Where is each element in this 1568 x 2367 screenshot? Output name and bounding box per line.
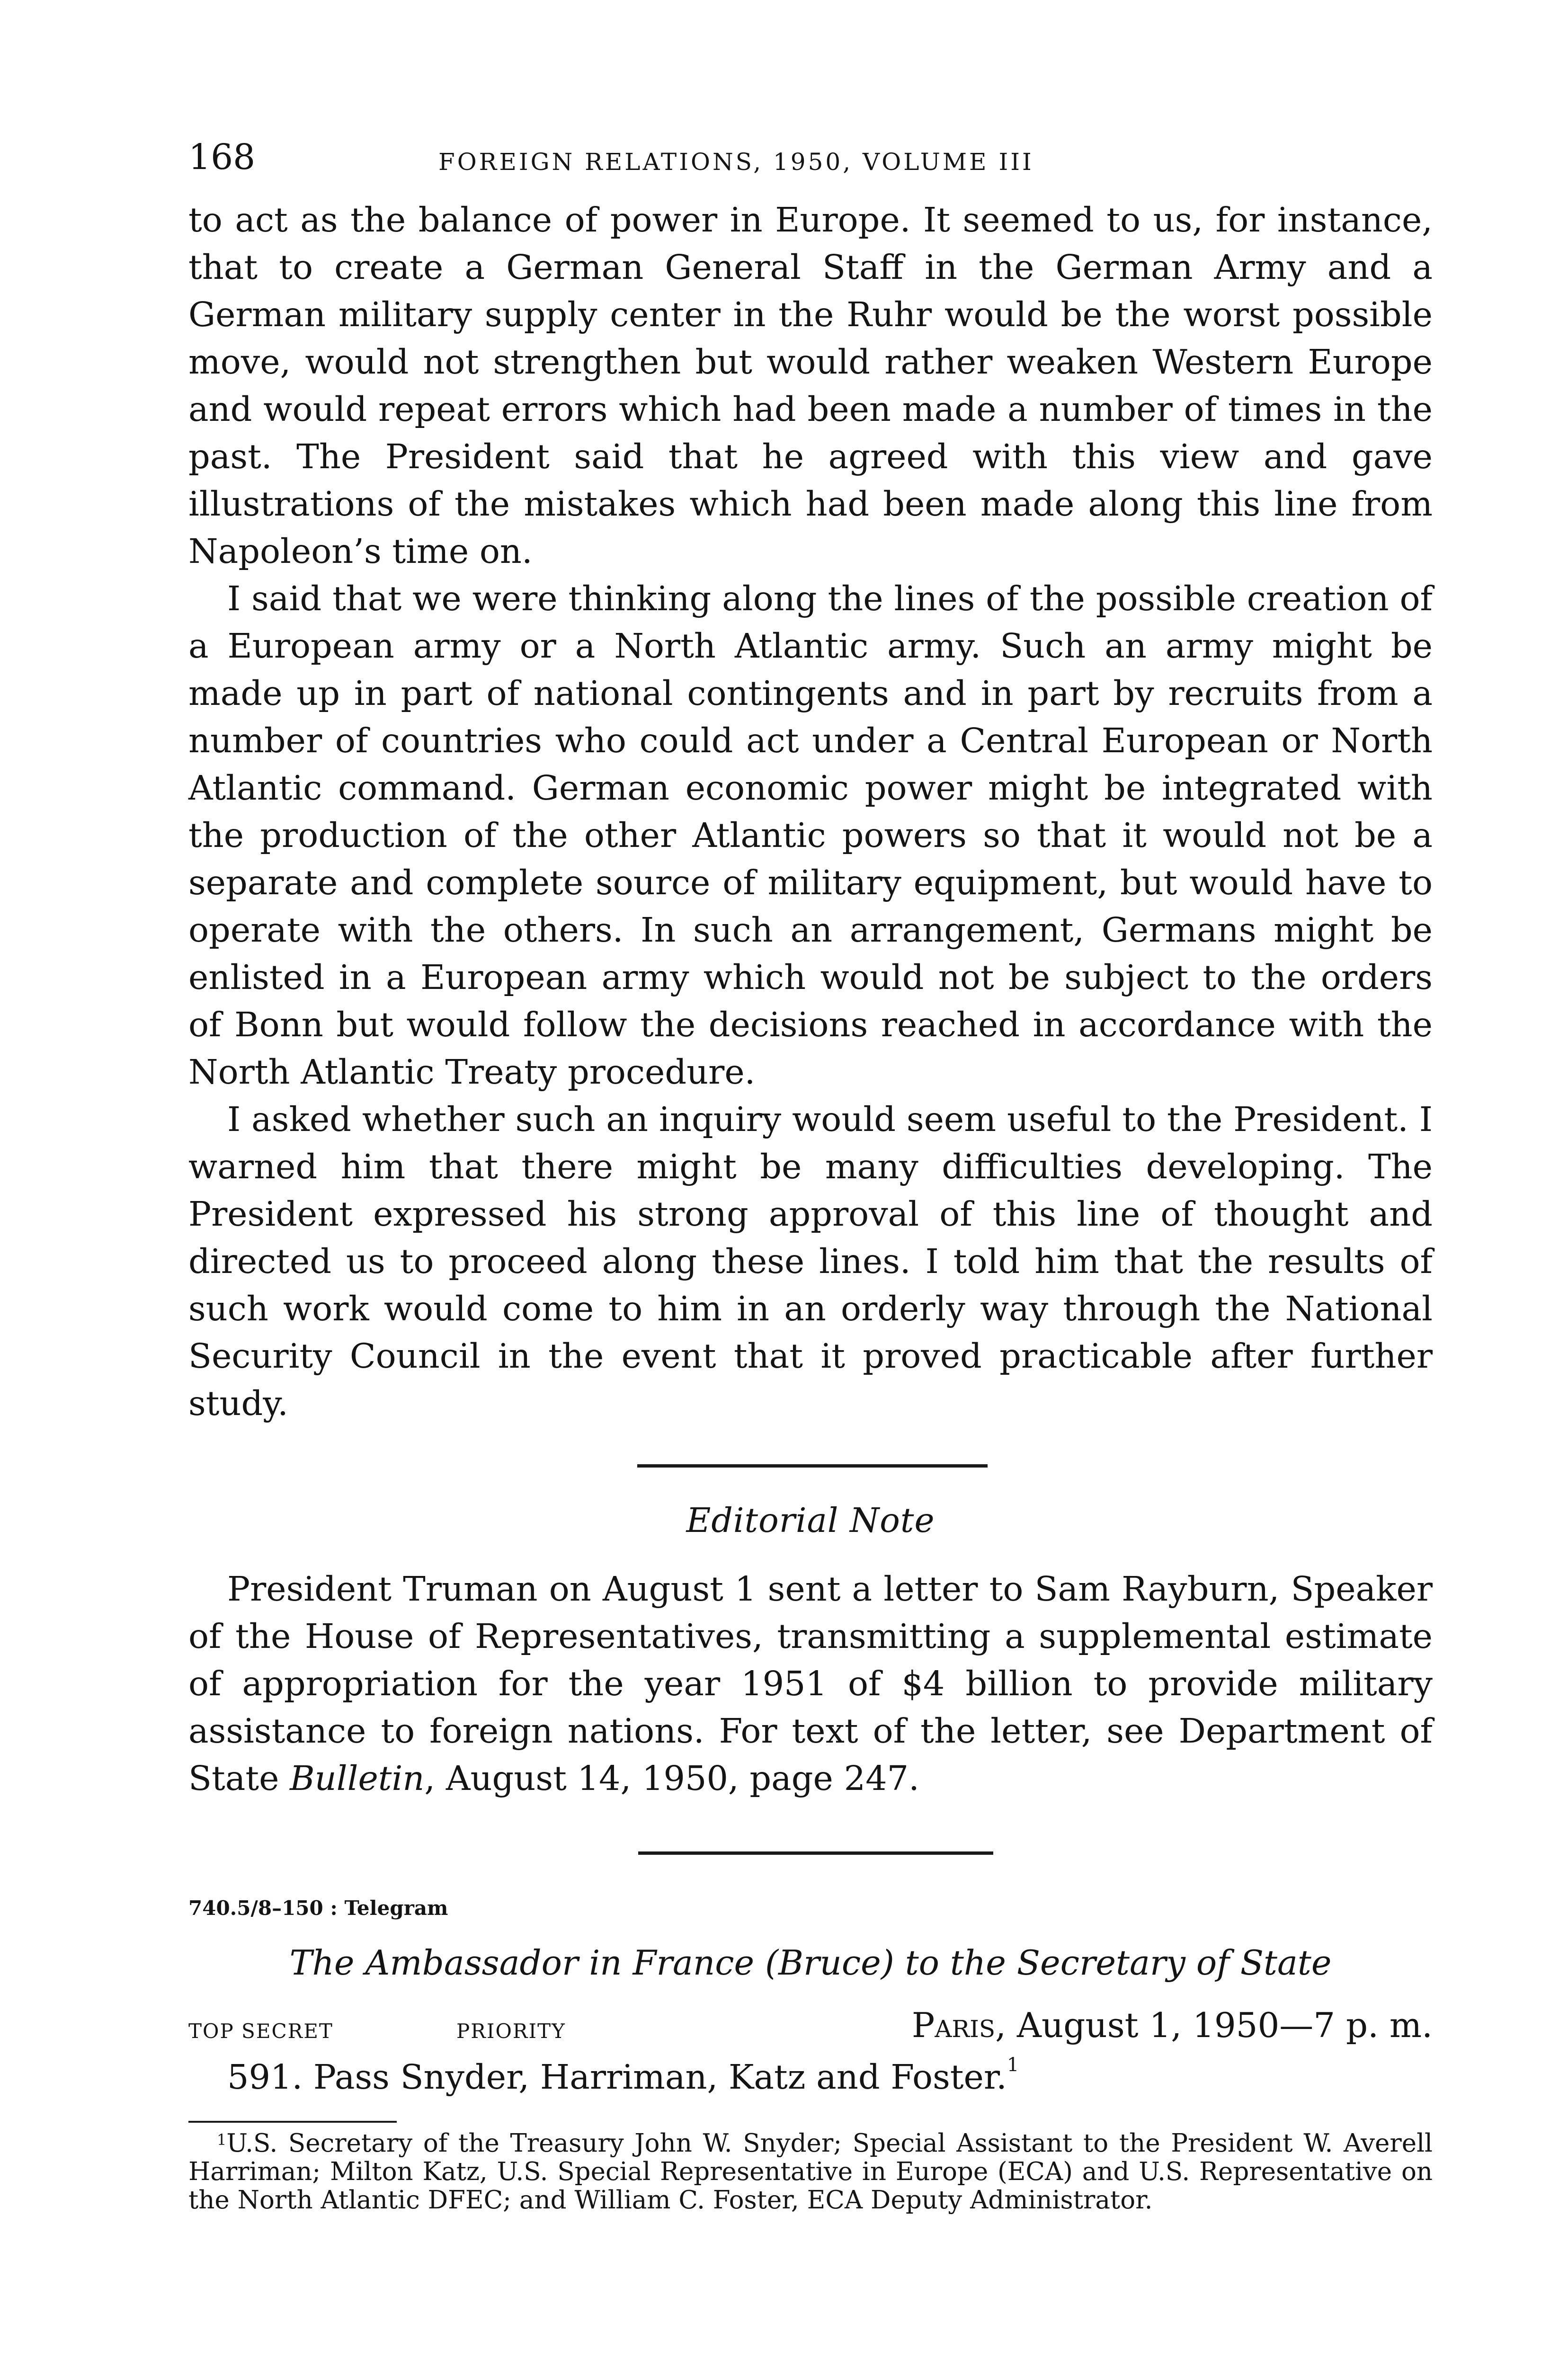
telegram-text — [227, 2054, 1433, 2097]
section-divider — [637, 1464, 988, 1468]
page-header — [188, 137, 1433, 196]
footnote-reference: 1 — [1007, 2054, 1019, 2076]
dateline-place: Paris — [911, 2005, 996, 2045]
running-head: FOREIGN RELATIONS, 1950, VOLUME III — [438, 148, 1034, 176]
footnote-marker: 1 — [217, 2130, 227, 2149]
page-number: 168 — [188, 137, 256, 178]
body-paragraph-3: I asked whether such an inquiry would seem useful to the President. I warned him that there might be many difficulties developing. The President expressed his strong approval of this line of thought and directed us to proceed along these lines. I told him that the results of such work would come to him in an orderly way through the National Security Council in the event that it proved practicable after further study. — [188, 1100, 1433, 1423]
editorial-note-heading: Editorial Note — [686, 1501, 935, 1540]
section-divider — [638, 1851, 993, 1855]
document-title: The Ambassador in France (Bruce) to the Secretary of State — [289, 1943, 1332, 1983]
dateline — [911, 2005, 1433, 2045]
footnote — [188, 2129, 1433, 2215]
document-meta-line — [188, 2005, 1433, 2060]
body-paragraph-2: I said that we were thinking along the lines of the possible creation of a European army or a North Atlantic army. Such an army might be made up in part of national contingents and in part by recruits from a number of countries who could act under a Central European or North Atlantic command. German economic power might be integrated with the production of the other Atlantic powers so that it would not be a separate and complete source of military equipment, but would have to operate with the others. In such an arrangement, Germans might be enlisted in a European army which would not be subject to the orders of Bonn but would follow the decisions reached in accordance with the North Atlantic Treaty procedure. — [188, 579, 1433, 1092]
body-paragraph-1: to act as the balance of power in Europe. It seemed to us, for instance, that to create a German General Staff in the German Army and a German military supply center in the Ruhr would be the worst possible move, would not strengthen but would rather weaken Western Europe and would repeat errors which had been made a number of times in the past. The President said that he agreed with this view and gave illustrations of the mistakes which had been made along this line from Napoleon’s time on. — [188, 200, 1433, 571]
classification-label: TOP SECRET — [188, 2020, 333, 2043]
editorial-note-text-end: , August 14, 1950, page 247. — [424, 1759, 919, 1798]
file-reference: 740.5/8–150 : Telegram — [188, 1896, 448, 1920]
editorial-note-text-start: President Truman on August 1 sent a letter to Sam Rayburn, Speaker of the House of Representatives, transmitting a supplemental estimate of appropriation for the year 1951 of $4 billion to provide military assistance to foreign nations. For text of the letter, see Department of State — [188, 1569, 1433, 1798]
footnote-divider — [188, 2121, 397, 2123]
footnote-text: U.S. Secretary of the Treasury John W. Snyder; Special Assistant to the President W. Averell Harriman; Milton Katz, U.S. Special Representative in Europe (ECA) and U.S. Representative on the North Atlantic DFEC; and William C. Foster, ECA Deputy Administrator. — [188, 2128, 1433, 2215]
telegram-line-text: 591. Pass Snyder, Harriman, Katz and Foster. — [227, 2057, 1007, 2097]
priority-label: PRIORITY — [456, 2020, 566, 2043]
dateline-date: , August 1, 1950—7 p. m. — [995, 2005, 1433, 2045]
editorial-note-text — [188, 1566, 1433, 1802]
document-page — [188, 137, 1433, 2215]
bulletin-title: Bulletin — [290, 1759, 425, 1798]
